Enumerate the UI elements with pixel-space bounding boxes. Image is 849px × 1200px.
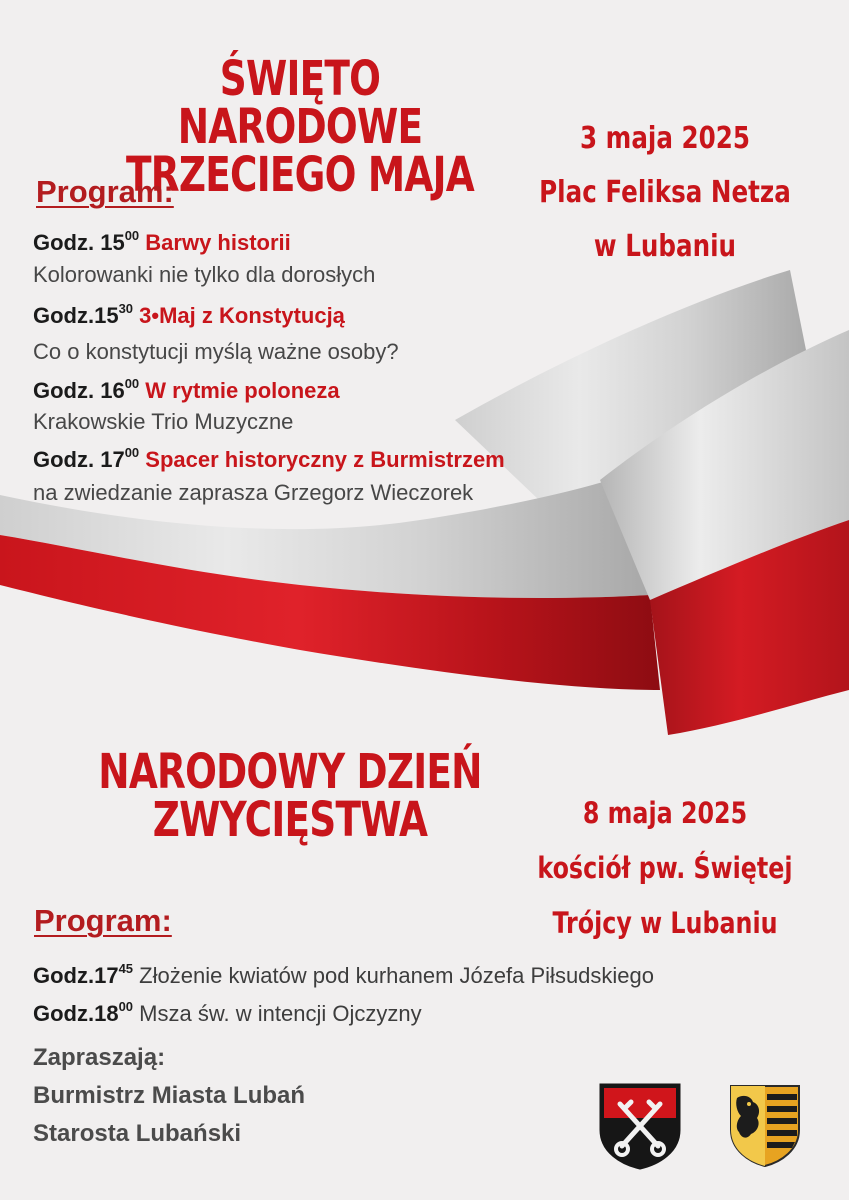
crossed-keys-crest-icon [598, 1082, 682, 1170]
first-heading-line2: TRZECIEGO MAJA [126, 147, 474, 203]
ceremony-item-1-hour: Godz.17 [33, 963, 119, 988]
program-item-3 [33, 377, 340, 402]
ceremony-item-2 [33, 1000, 422, 1025]
ceremony-item-2-text: Msza św. w intencji Ojczyzny [139, 1001, 422, 1026]
organizer-1: Burmistrz Miasta Lubań [33, 1082, 306, 1109]
second-event-date: 8 maja 2025 [582, 796, 748, 830]
second-event-venue [534, 786, 796, 951]
first-venue-line2: w Lubaniu [593, 229, 737, 264]
program-item-2-description: Co o konstytucji myślą ważne osoby? [33, 339, 399, 364]
program-item-1 [33, 229, 291, 254]
second-venue-line1: kościół pw. Świętej [537, 851, 793, 885]
program-item-1-title: Barwy historii [145, 230, 291, 255]
program-item-2-title: 3•Maj z Konstytucją [139, 303, 345, 328]
program-item-3-description: Krakowskie Trio Muzyczne [33, 409, 294, 434]
organizer-2: Starosta Lubański [33, 1120, 242, 1147]
program-item-4-minutes: 00 [124, 445, 140, 460]
second-event-heading [87, 744, 493, 848]
ceremony-item-1-text: Złożenie kwiatów pod kurhanem Józefa Piłsudskiego [139, 963, 655, 988]
program-item-1-minutes: 00 [124, 228, 140, 243]
program-item-2 [33, 302, 345, 327]
first-heading-line1: ŚWIĘTO NARODOWE [177, 51, 423, 155]
ceremony-item-2-minutes: 00 [118, 999, 134, 1014]
program-item-2-hour: Godz.15 [33, 303, 119, 328]
first-venue-line1: Plac Feliksa Netza [539, 175, 791, 210]
organizers-label: Zapraszają: [33, 1044, 166, 1071]
program-item-3-title: W rytmie poloneza [145, 378, 340, 403]
second-heading-line2: ZWYCIĘSTWA [152, 792, 428, 848]
eagle-stripes-crest-icon [729, 1084, 801, 1168]
organizers [33, 1046, 305, 1146]
program-item-4 [33, 446, 505, 471]
ceremony-item-1 [33, 962, 654, 987]
program-item-2-minutes: 30 [118, 301, 134, 316]
second-program-label: Program: [34, 903, 172, 938]
first-program-label: Program: [36, 174, 174, 209]
ceremony-item-2-hour: Godz.18 [33, 1001, 119, 1026]
second-heading-line1: NARODOWY DZIEŃ [98, 744, 482, 800]
second-venue-line2: Trójcy w Lubaniu [552, 906, 778, 940]
program-item-4-title: Spacer historyczny z Burmistrzem [145, 447, 505, 472]
first-event-venue [534, 112, 796, 274]
program-item-3-minutes: 00 [124, 376, 140, 391]
first-event-date: 3 maja 2025 [580, 121, 750, 156]
program-item-4-hour: Godz. 17 [33, 447, 125, 472]
program-item-1-description: Kolorowanki nie tylko dla dorosłych [33, 262, 376, 287]
program-item-3-hour: Godz. 16 [33, 378, 125, 403]
ceremony-item-1-minutes: 45 [118, 961, 134, 976]
program-item-4-description: na zwiedzanie zaprasza Grzegorz Wieczorek [33, 480, 474, 505]
program-item-1-hour: Godz. 15 [33, 230, 125, 255]
